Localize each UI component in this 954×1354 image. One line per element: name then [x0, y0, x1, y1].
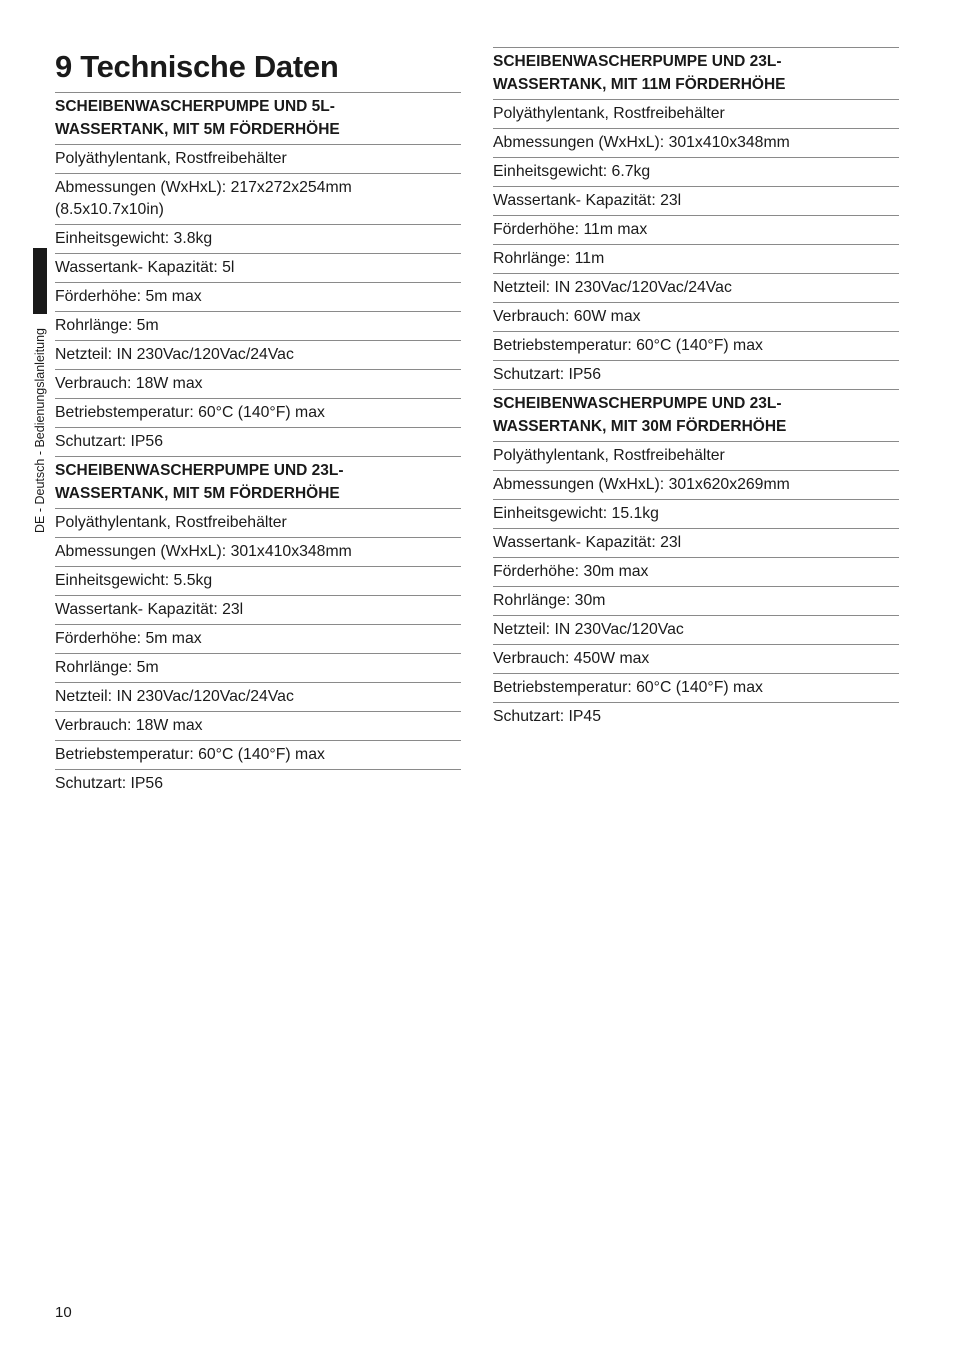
spec-row: Rohrlänge: 30m	[493, 587, 899, 616]
spec-section-23l-30m	[493, 390, 899, 731]
spec-row: Betriebstemperatur: 60°C (140°F) max	[55, 741, 461, 770]
spec-row: Abmessungen (WxHxL): 217x272x254mm (8.5x10.7x10in)	[55, 174, 461, 225]
spec-row: Förderhöhe: 30m max	[493, 558, 899, 587]
page-title: 9 Technische Daten	[55, 49, 339, 84]
spec-row: Wassertank- Kapazität: 23l	[55, 596, 461, 625]
spec-row: Schutzart: IP56	[55, 775, 164, 792]
spec-row: Rohrlänge: 5m	[55, 654, 461, 683]
right-column	[493, 47, 899, 731]
page-number: 10	[55, 1304, 72, 1321]
spec-row: Verbrauch: 450W max	[493, 645, 899, 674]
spec-row: Einheitsgewicht: 6.7kg	[493, 158, 899, 187]
spec-row: Polyäthylentank, Rostfreibehälter	[55, 145, 461, 174]
spec-row: Schutzart: IP56	[55, 428, 461, 457]
spec-row: Förderhöhe: 5m max	[55, 283, 461, 312]
spec-row: Netzteil: IN 230Vac/120Vac/24Vac	[493, 274, 899, 303]
spec-row: Netzteil: IN 230Vac/120Vac/24Vac	[55, 341, 461, 370]
chapter-tab-marker	[33, 248, 47, 314]
spec-section-23l-11m	[493, 47, 899, 390]
spec-row: Schutzart: IP45	[493, 708, 602, 725]
spec-row: Verbrauch: 18W max	[55, 370, 461, 399]
spec-row: Verbrauch: 18W max	[55, 712, 461, 741]
section-heading: SCHEIBENWASCHERPUMPE UND 5L- WASSERTANK, MIT 5M FÖRDERHÖHE	[55, 93, 461, 145]
spec-row: Rohrlänge: 5m	[55, 312, 461, 341]
spec-row: Netzteil: IN 230Vac/120Vac/24Vac	[55, 683, 461, 712]
section-heading: SCHEIBENWASCHERPUMPE UND 23L- WASSERTANK, MIT 5M FÖRDERHÖHE	[55, 457, 461, 509]
spec-row: Förderhöhe: 5m max	[55, 625, 461, 654]
section-heading: SCHEIBENWASCHERPUMPE UND 23L- WASSERTANK, MIT 30M FÖRDERHÖHE	[493, 390, 899, 442]
spec-row: Wassertank- Kapazität: 5l	[55, 254, 461, 283]
spec-row: Abmessungen (WxHxL): 301x410x348mm	[493, 129, 899, 158]
spec-row: Förderhöhe: 11m max	[493, 216, 899, 245]
spec-row: Betriebstemperatur: 60°C (140°F) max	[55, 399, 461, 428]
section-heading: SCHEIBENWASCHERPUMPE UND 23L- WASSERTANK, MIT 11M FÖRDERHÖHE	[493, 48, 899, 100]
spec-row: Einheitsgewicht: 5.5kg	[55, 567, 461, 596]
spec-row: Wassertank- Kapazität: 23l	[493, 529, 899, 558]
spec-section-23l-5m	[55, 457, 461, 798]
spec-row: Verbrauch: 60W max	[493, 303, 899, 332]
spec-row: Polyäthylentank, Rostfreibehälter	[493, 100, 899, 129]
spec-row: Schutzart: IP56	[493, 361, 899, 390]
spec-row: Betriebstemperatur: 60°C (140°F) max	[493, 674, 899, 703]
spec-row: Polyäthylentank, Rostfreibehälter	[493, 442, 899, 471]
spec-row: Abmessungen (WxHxL): 301x620x269mm	[493, 471, 899, 500]
left-column	[55, 92, 461, 798]
spec-row: Betriebstemperatur: 60°C (140°F) max	[493, 332, 899, 361]
spec-row: Einheitsgewicht: 3.8kg	[55, 225, 461, 254]
spec-row: Rohrlänge: 11m	[493, 245, 899, 274]
spec-row: Wassertank- Kapazität: 23l	[493, 187, 899, 216]
side-language-label: DE - Deutsch - Bedienungslanleitung	[33, 328, 47, 533]
spec-row: Abmessungen (WxHxL): 301x410x348mm	[55, 538, 461, 567]
spec-row: Einheitsgewicht: 15.1kg	[493, 500, 899, 529]
spec-section-5l-5m	[55, 92, 461, 457]
spec-row: Polyäthylentank, Rostfreibehälter	[55, 509, 461, 538]
spec-row: Netzteil: IN 230Vac/120Vac	[493, 616, 899, 645]
